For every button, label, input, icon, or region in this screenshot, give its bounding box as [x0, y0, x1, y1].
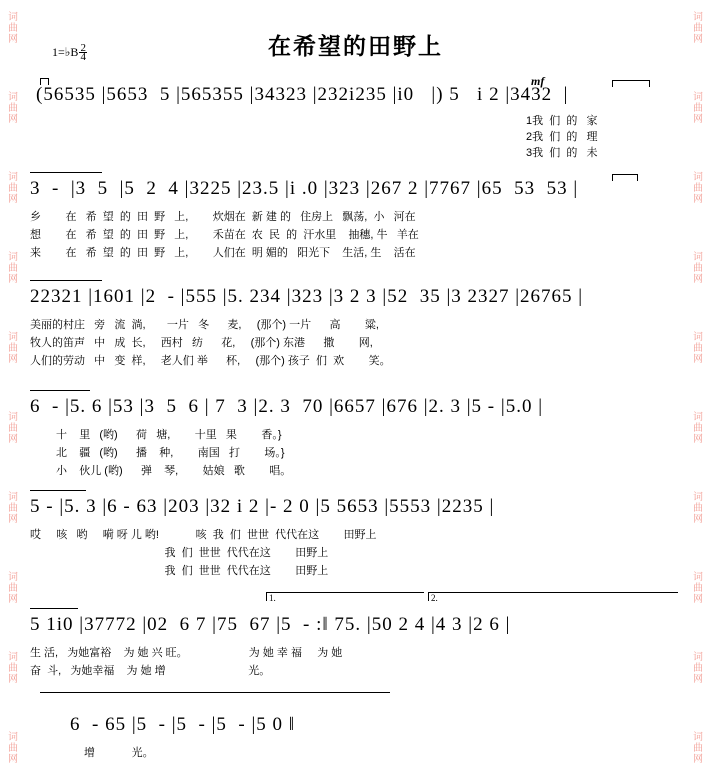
time-signature-numerator: 2 [80, 42, 86, 54]
lyric-line-4-verse-1: 十 里 (哟) 荷 塘, 十里 果 香。} [56, 429, 282, 441]
watermark-right: 词 曲 网 词 曲 网 词 曲 网 词 曲 网 词 曲 网 词 曲 网 词 曲 网 词 曲 网 词 曲 网 词 曲 网 [693, 12, 703, 765]
slur-line [30, 172, 102, 173]
notation-line-6: 5 1i0 |37772 |02 6 7 |75 67 |5 - :‖ 75. |50 2 4 |4 3 |2 6 | [30, 614, 511, 635]
lyric-line-5-verse-2: 我 们 世世 代代在这 田野上 [30, 547, 329, 559]
time-signature-denominator: 4 [80, 51, 86, 63]
time-signature [79, 44, 87, 61]
lyric-line-5-verse-3: 我 们 世世 代代在这 田野上 [30, 565, 329, 577]
lyric-line-3-verse-3: 人们的劳动 中 变 样, 老人们 举 杯, (那个) 孩子 们 欢 笑。 [30, 355, 391, 367]
slur-line [30, 280, 102, 281]
notation-line-2: 3 - |3 5 |5 2 4 |3225 |23.5 |i .0 |323 |267 2 |7767 |65 53 53 | [30, 178, 579, 199]
phrase-bracket [612, 80, 650, 87]
lyric-line-1-verse-2: 2我 们 的 理 [526, 131, 598, 143]
page-title: 在希望的田野上 [268, 34, 443, 59]
lyric-line-1-verse-1: 1我 们 的 家 [526, 115, 598, 127]
lyric-line-1-verse-3: 3我 们 的 未 [526, 147, 598, 159]
lyric-line-5-verse-1: 哎 咳 哟 嗬 呀 儿 哟! 咳 我 们 世世 代代在这 田野上 [30, 529, 377, 541]
phrase-bracket [612, 174, 638, 181]
key-signature [52, 44, 87, 61]
dynamic-mf: mf [531, 74, 545, 88]
slur-line [40, 692, 390, 693]
slur-line [30, 490, 86, 491]
lyric-line-2-verse-1: 乡 在 希 望 的 田 野 上, 炊烟在 新 建 的 住房上 飘荡, 小 河在 [30, 211, 416, 223]
lyric-line-4-verse-2: 北 疆 (哟) 播 种, 南国 打 场。} [56, 447, 285, 459]
notation-line-4: 6 - |5. 6 |53 |3 5 6 | 7 3 |2. 3 70 |6657 |676 |2. 3 |5 - |5.0 | [30, 396, 543, 417]
lyric-line-7-verse-1: 增 光。 [84, 747, 154, 759]
ending-bracket-2: 2. [428, 592, 678, 601]
slur-line [30, 608, 78, 609]
lyric-line-2-verse-3: 来 在 希 望 的 田 野 上, 人们在 明 媚的 阳光下 生活, 生 活在 [30, 247, 416, 259]
lyric-line-6-verse-1: 生 活, 为她富裕 为 她 兴 旺。 为 她 幸 福 为 她 [30, 647, 343, 659]
notation-line-5: 5 - |5. 3 |6 - 63 |203 |32 i 2 |- 2 0 |5 5653 |5553 |2235 | [30, 496, 495, 517]
slur-line [30, 390, 90, 391]
lyric-line-4-verse-3: 小 伙儿 (哟) 弹 琴, 姑娘 歌 唱。 [56, 465, 292, 477]
notation-line-7: 6 - 65 |5 - |5 - |5 - |5 0 ‖ [70, 714, 296, 735]
lyric-line-6-verse-2: 奋 斗, 为她幸福 为 她 增 光。 [30, 665, 271, 677]
notation-line-1: (56535 |5653 5 |565355 |34323 |232i235 |i0 |) 5 i 2 |3432 | [36, 84, 569, 105]
watermark-left: 词 曲 网 词 曲 网 词 曲 网 词 曲 网 词 曲 网 词 曲 网 词 曲 网 词 曲 网 词 曲 网 词 曲 网 [8, 12, 18, 765]
lyric-line-2-verse-2: 想 在 希 望 的 田 野 上, 禾苗在 农 民 的 汗水里 抽穗, 牛 羊在 [30, 229, 419, 241]
notation-line-3: 22321 |1601 |2 - |555 |5. 234 |323 |3 2 3 |52 35 |3 2327 |26765 | [30, 286, 584, 307]
lyric-line-3-verse-2: 牧人的笛声 中 成 长, 西村 纺 花, (那个) 东港 撒 网, [30, 337, 373, 349]
key-signature-text: 1=♭B [52, 45, 79, 59]
ending-bracket-1: 1. [266, 592, 424, 601]
lyric-line-3-verse-1: 美丽的村庄 旁 流 淌, 一片 冬 麦, (那个) 一片 高 粱, [30, 319, 379, 331]
beam-mark [40, 78, 49, 85]
